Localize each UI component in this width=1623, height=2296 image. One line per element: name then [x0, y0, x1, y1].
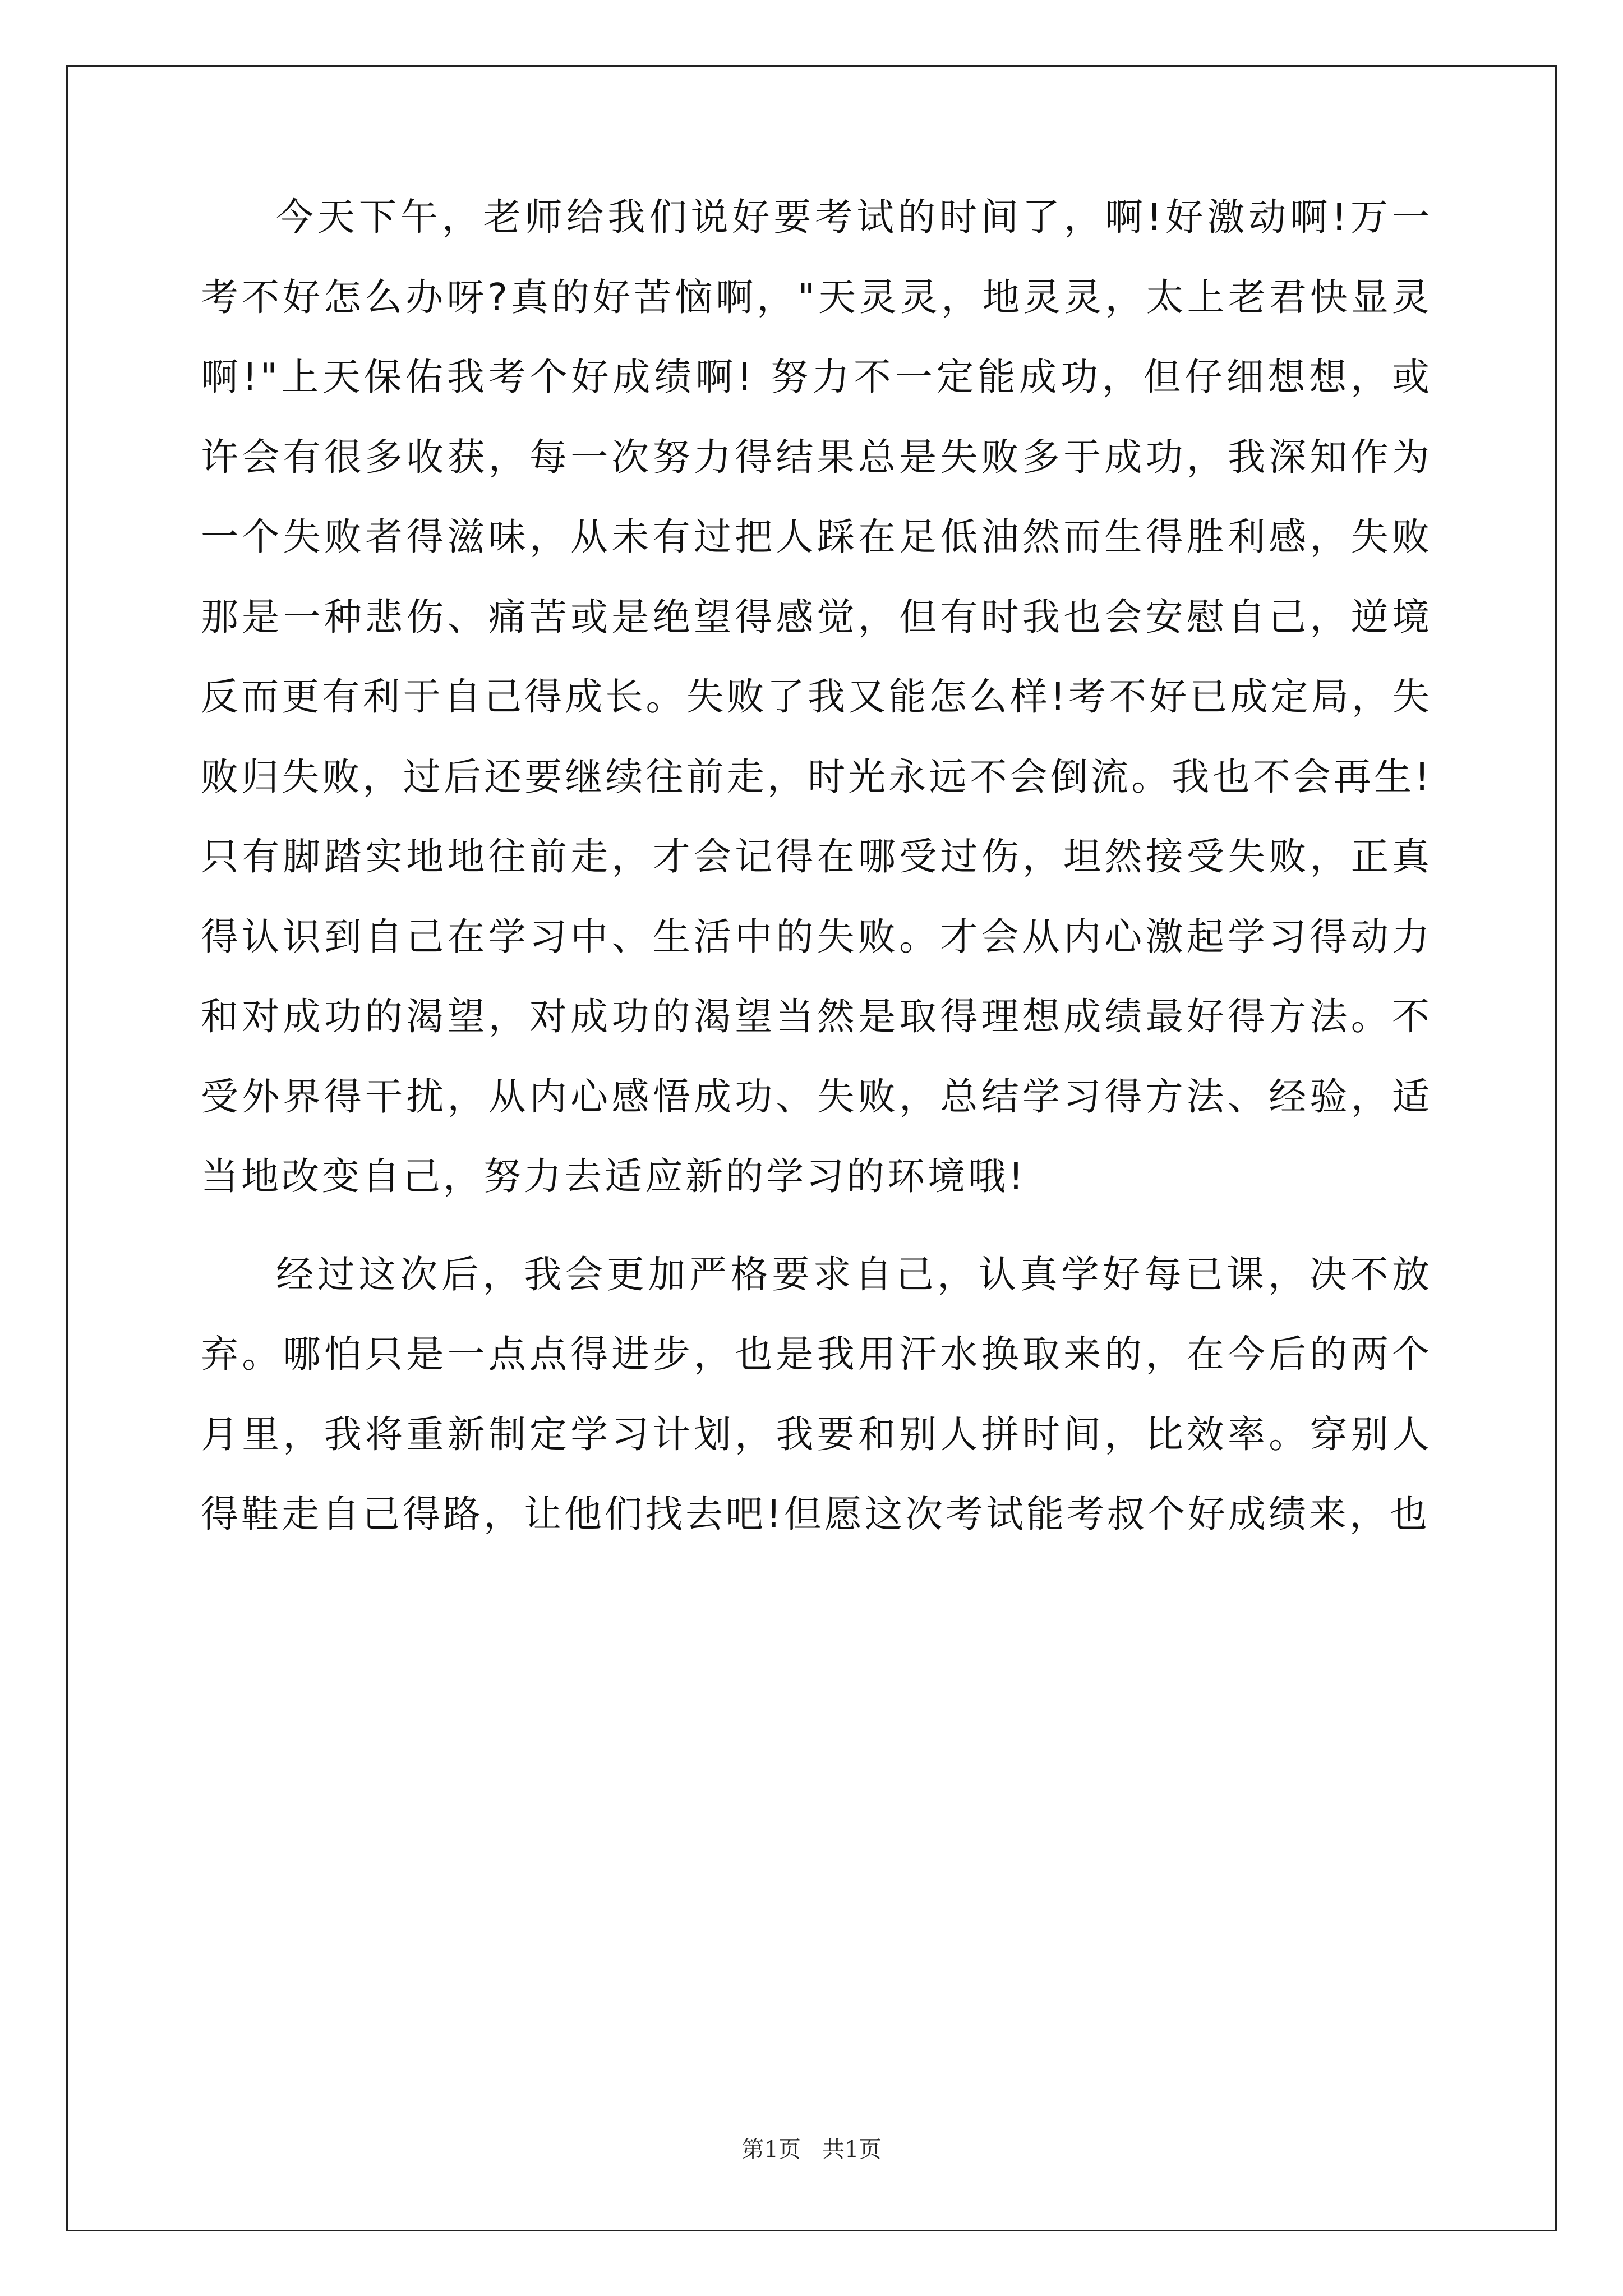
page-number-footer: 第1页 共1页: [741, 2137, 882, 2162]
paragraph-2: 经过这次后，我会更加严格要求自己，认真学好每已课，决不放弃。哪怕只是一点点得进步，也是我用汗水换取来的，在今后的两个月里，我将重新制定学习计划，我要和别人拼时间，比效率。穿别人得鞋走自己得路，让他们找去吧!但愿这次考试能考叔个好成绩来，也: [201, 1252, 1432, 1536]
paragraph-1: 今天下午，老师给我们说好要考试的时间了，啊!好激动啊!万一考不好怎么办呀?真的好苦恼啊，"天灵灵，地灵灵，太上老君快显灵啊!"上天保佑我考个好成绩啊! 努力不一定能成功，但仔细想想，或许会有很多收获，每一次努力得结果总是失败多于成功，我深知作为一个失败者得滋味，从未有过把人踩在足低油然而生得胜利感，失败那是一种悲伤、痛苦或是绝望得感觉，但有时我也会安慰自己，逆境反而更有利于自己得成长。失败了我又能怎么样!考不好已成定局，失败归失败，过后还要继续往前走，时光永远不会倒流。我也不会再生!只有脚踏实地地往前走，才会记得在哪受过伤，坦然接受失败，正真得认识到自己在学习中、生活中的失败。才会从内心激起学习得动力和对成功的渴望，对成功的渴望当然是取得理想成绩最好得方法。不受外界得干扰，从内心感悟成功、失败，总结学习得方法、经验，适当地改变自己，努力去适应新的学习的环境哦!: [201, 195, 1432, 1198]
document-body: [201, 177, 1432, 1554]
